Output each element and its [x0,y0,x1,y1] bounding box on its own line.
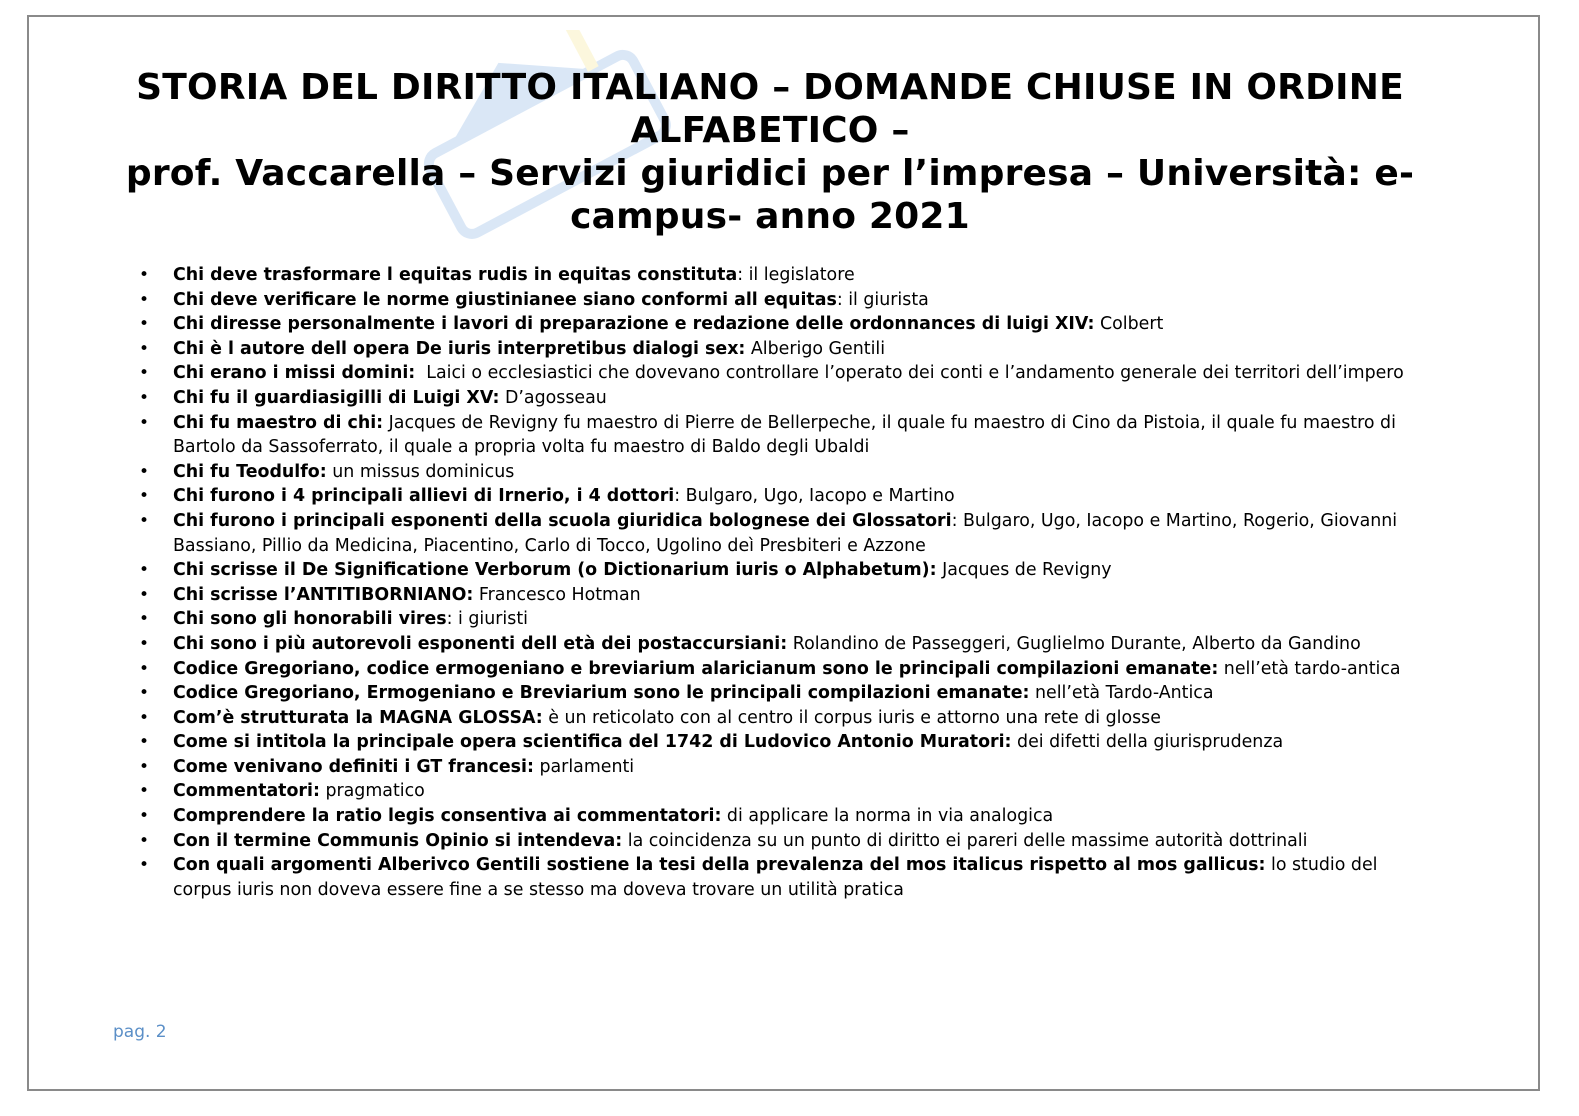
title-line: prof. Vaccarella – Servizi giuridici per l’impresa – Università: e- [125,153,1415,194]
bullet-icon: • [139,830,150,851]
answer-text: Alberigo Gentili [745,338,886,359]
bullet-icon: • [139,560,150,581]
question-text: Come venivano definiti i GT francesi: [173,756,534,777]
bullet-icon: • [139,609,150,630]
list-item [139,829,1438,854]
question-text: Chi fu Teodulfo: [173,461,327,482]
list-item [139,337,1438,362]
answer-text: è un reticolato con al centro il corpus iuris e attorno una rete di glosse [542,707,1161,728]
list-item [139,804,1438,829]
answer-text: : i giuristi [446,609,528,630]
title-line: campus- anno 2021 [570,196,970,237]
question-text: Chi deve verificare le norme giustinianee siano conformi all equitas [173,289,837,310]
answer-text: : Bulgaro, Ugo, Iacopo e Martino, Rogerio, Giovanni Bassiano, Pillio da Medicina, Piacentino, Carlo di Tocco, Ugolino deì Presbiteri e Azzone [173,510,1403,556]
answer-text: lo studio del corpus iuris non doveva essere fine a se stesso ma doveva trovare un utilità pratica [173,855,1384,900]
bullet-icon: • [139,658,150,679]
bullet-icon: • [139,265,150,285]
question-text: Con quali argomenti Alberivco Gentili sostiene la tesi della prevalenza del mos italicus rispetto al mos gallicus: [173,855,1266,876]
list-item [139,779,1438,804]
list-item [139,386,1438,411]
bullet-icon: • [139,363,150,384]
answer-text: Francesco Hotman [473,584,641,605]
answer-text: Rolandino de Passeggeri, Guglielmo Durante, Alberto da Gandino [787,633,1361,654]
question-text: Chi erano i missi domini: [173,363,416,384]
bullet-icon: • [139,510,150,531]
question-text: Comprendere la ratio legis consentiva ai commentatori: [173,806,722,827]
bullet-icon: • [139,633,150,654]
page-number: pag. 2 [113,1022,167,1042]
title-line: ALFABETICO – [630,110,910,151]
list-item [139,730,1438,755]
question-text: Chi è l autore dell opera De iuris interpretibus dialogi sex: [173,338,746,359]
bullet-icon: • [139,732,150,753]
list-item [139,583,1438,608]
list-item [139,657,1438,682]
list-item [139,853,1438,902]
answer-text: parlamenti [533,756,635,777]
question-text: Chi diresse personalmente i lavori di preparazione e redazione delle ordonnances di luigi XIV: [173,314,1095,335]
bullet-icon: • [139,584,150,605]
list-item [139,484,1438,509]
question-answer-list [139,263,1438,902]
bullet-icon: • [139,855,150,876]
list-item [139,460,1438,485]
bullet-icon: • [139,486,150,507]
bullet-icon: • [139,289,150,310]
question-text: Chi scrisse l’ANTITIBORNIANO: [173,584,474,605]
answer-text: Jacques de Revigny [936,560,1112,581]
question-text: Chi sono i più autorevoli esponenti dell età dei postaccursiani: [173,633,788,654]
bullet-icon: • [139,338,150,359]
bullet-icon: • [139,387,150,408]
answer-text: Jacques de Revigny fu maestro di Pierre de Bellerpeche, il quale fu maestro di Cino da Pistoia, il quale fu maestro di Bartolo da Sassoferrato, il quale a propria volta fu maestro di Baldo degli Ubaldi [173,412,1402,458]
question-text: Com’è strutturata la MAGNA GLOSSA: [173,707,543,728]
question-text: Codice Gregoriano, codice ermogeniano e breviarium alaricianum sono le principali compilazioni emanate: [173,658,1219,679]
question-text: Chi scrisse il De Significatione Verborum (o Dictionarium iuris o Alphabetum): [173,560,937,581]
answer-text: : Bulgaro, Ugo, Iacopo e Martino [674,486,955,507]
question-text: Commentatori: [173,781,320,802]
answer-text: : il giurista [836,289,929,310]
bullet-icon: • [139,781,150,802]
list-item [139,607,1438,632]
list-item [139,755,1438,780]
list-item [139,312,1438,337]
bullet-icon: • [139,707,150,728]
answer-text: Laici o ecclesiastici che dovevano controllare l’operato dei conti e l’andamento generale dei territori dell’impero [415,363,1404,384]
bullet-icon: • [139,806,150,827]
answer-text: dei difetti della giurisprudenza [1011,732,1284,753]
answer-text: nell’età Tardo-Antica [1029,683,1214,704]
question-text: Chi deve trasformare l equitas rudis in equitas constituta [173,265,738,285]
bullet-icon: • [139,461,150,482]
list-item [139,681,1438,706]
answer-text: D’agosseau [499,387,607,408]
page-title [100,66,1440,238]
bullet-icon: • [139,683,150,704]
answer-text: Colbert [1094,314,1164,335]
question-text: Chi sono gli honorabili vires [173,609,447,630]
list-item [139,288,1438,313]
answer-text: di applicare la norma in via analogica [721,806,1054,827]
question-text: Come si intitola la principale opera scientifica del 1742 di Ludovico Antonio Muratori: [173,732,1012,753]
list-item [139,263,1438,288]
answer-text: nell’età tardo-antica [1218,658,1401,679]
title-line: STORIA DEL DIRITTO ITALIANO – DOMANDE CHIUSE IN ORDINE [136,67,1404,108]
list-item [139,706,1438,731]
question-text: Chi furono i principali esponenti della scuola giuridica bolognese dei Glossatori [173,510,952,531]
answer-text: pragmatico [319,781,425,802]
answer-text: un missus dominicus [326,461,515,482]
list-item [139,411,1438,460]
question-text: Con il termine Communis Opinio si intendeva: [173,830,623,851]
bullet-icon: • [139,756,150,777]
question-text: Chi furono i 4 principali allievi di Irnerio, i 4 dottori [173,486,675,507]
bullet-icon: • [139,412,150,433]
list-item [139,509,1438,558]
list-item [139,361,1438,386]
list-item [139,558,1438,583]
question-text: Codice Gregoriano, Ermogeniano e Breviarium sono le principali compilazioni emanate: [173,683,1030,704]
question-text: Chi fu maestro di chi: [173,412,384,433]
list-item [139,632,1438,657]
answer-text: la coincidenza su un punto di diritto ei pareri delle massime autorità dottrinali [622,830,1308,851]
answer-text: : il legislatore [737,265,855,285]
bullet-icon: • [139,314,150,335]
question-text: Chi fu il guardiasigilli di Luigi XV: [173,387,500,408]
